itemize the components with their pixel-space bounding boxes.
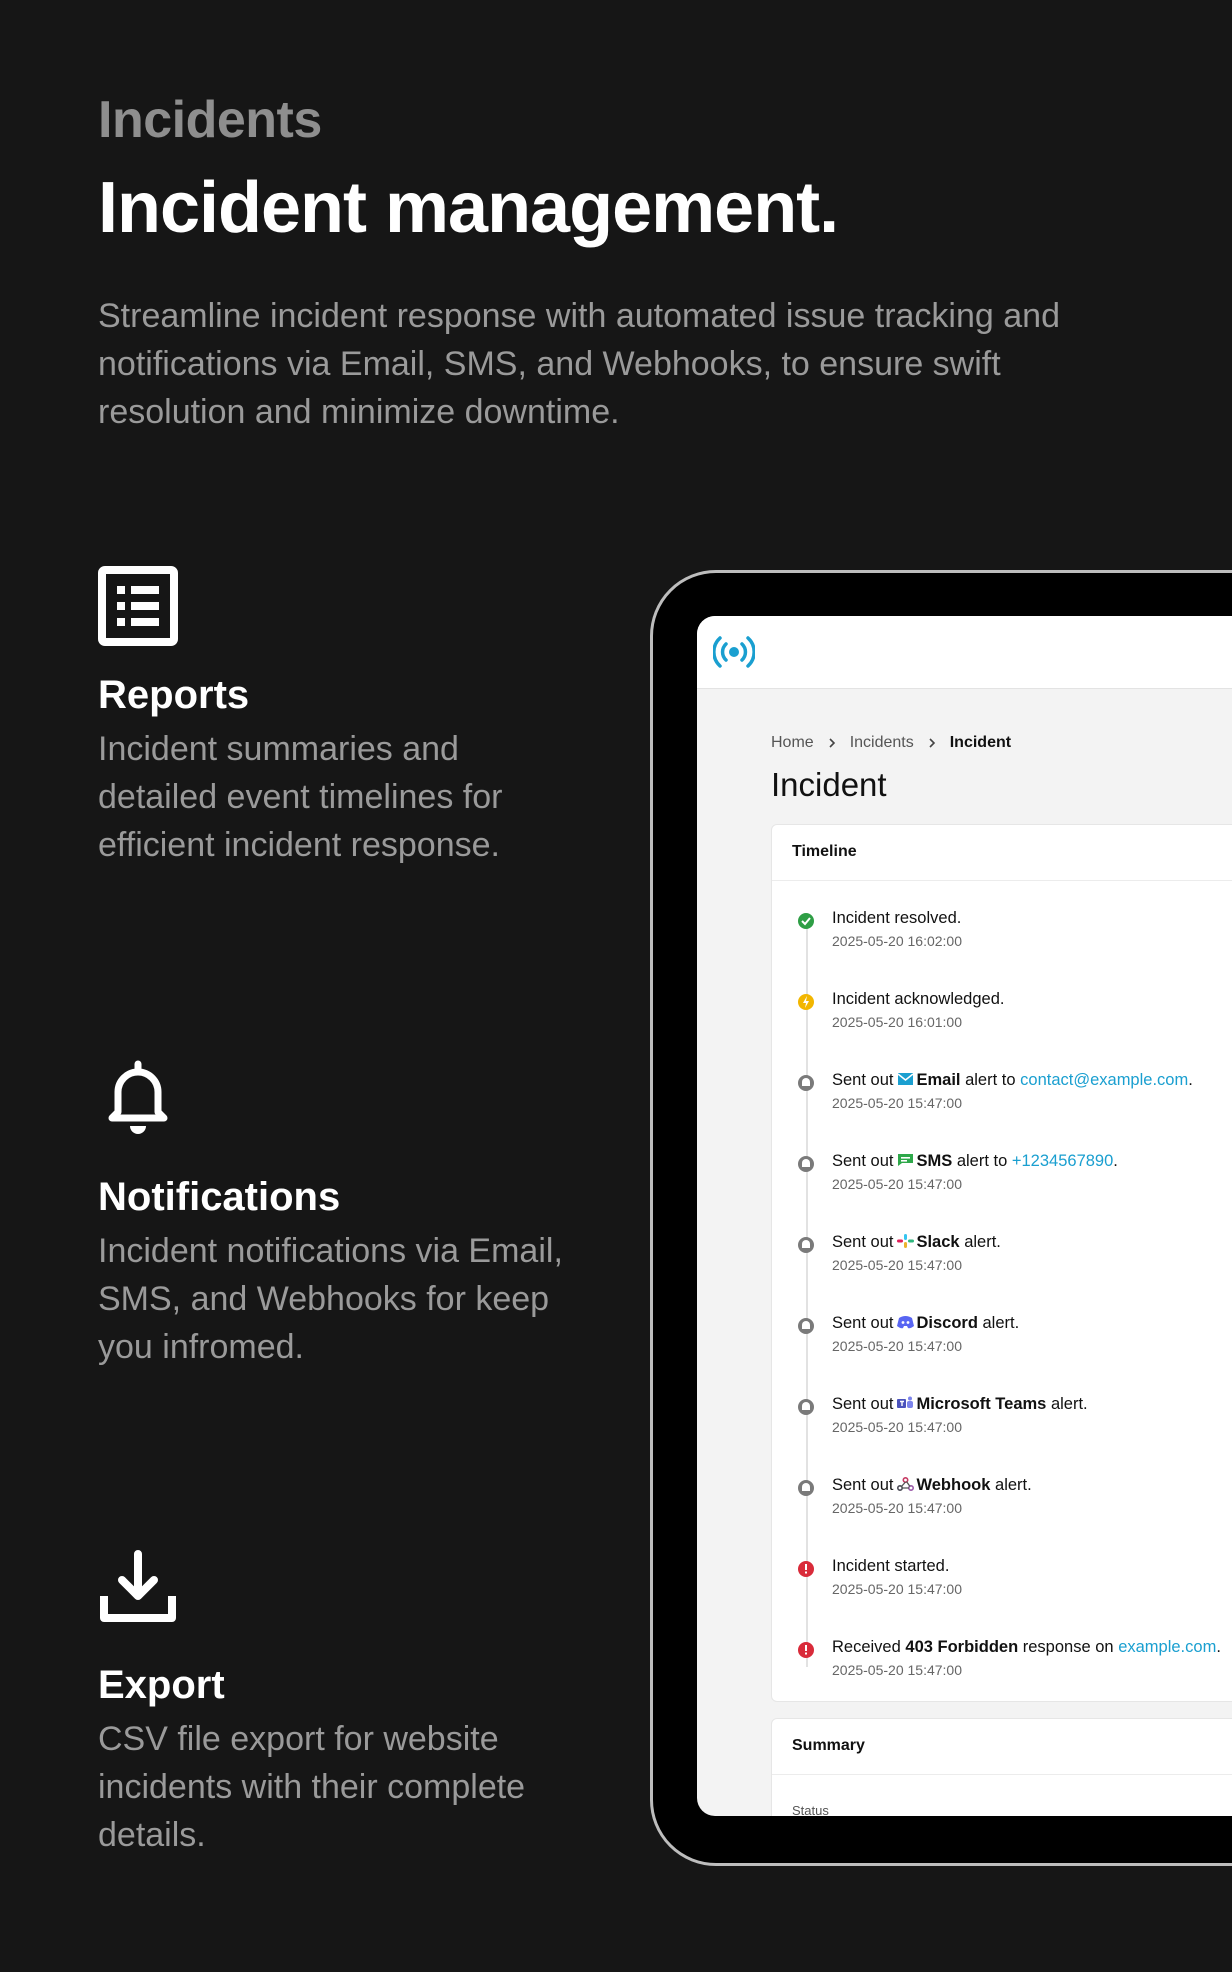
bell-circle-icon (796, 1235, 816, 1255)
discord-icon (897, 1315, 914, 1329)
timeline-card (771, 824, 1232, 1702)
event-time: 2025-05-20 15:47:00 (832, 1419, 962, 1435)
bell-circle-icon (796, 1154, 816, 1174)
email-link[interactable]: contact@example.com (1020, 1071, 1189, 1089)
event-text: Sent out Slack alert. (832, 1233, 1001, 1251)
event-time: 2025-05-20 15:47:00 (832, 1338, 962, 1354)
timeline-event (796, 1393, 1232, 1453)
chevron-right-icon (826, 737, 838, 749)
timeline-event (796, 1231, 1232, 1291)
feature-reports (98, 566, 578, 869)
event-text: Incident started. (832, 1557, 950, 1575)
feature-notifications (98, 1058, 578, 1371)
chevron-right-icon (926, 737, 938, 749)
phone-link[interactable]: +1234567890 (1011, 1152, 1114, 1170)
event-time: 2025-05-20 15:47:00 (832, 1500, 962, 1516)
download-icon (98, 1548, 178, 1628)
report-list-icon (98, 566, 178, 646)
page-title: Incident (771, 766, 887, 803)
timeline-event (796, 1636, 1232, 1696)
feature-export (98, 1548, 578, 1859)
bell-circle-icon (796, 1073, 816, 1093)
feature-text: Incident summaries and detailed event timelines for efficient incident response. (98, 730, 503, 864)
feature-title: Notifications (98, 1175, 341, 1219)
timeline-event (796, 1150, 1232, 1210)
breadcrumb-home[interactable]: Home (771, 734, 814, 751)
event-time: 2025-05-20 15:47:00 (832, 1095, 962, 1111)
email-icon (897, 1072, 914, 1086)
timeline-event (796, 1474, 1232, 1534)
breadcrumb-current: Incident (949, 734, 1012, 751)
webhook-icon (897, 1477, 914, 1491)
timeline-event (796, 1312, 1232, 1372)
teams-icon (897, 1396, 914, 1410)
timeline-title: Timeline (772, 825, 1232, 881)
summary-title: Summary (772, 1719, 1232, 1775)
event-time: 2025-05-20 16:01:00 (832, 1014, 962, 1030)
timeline-event (796, 988, 1232, 1048)
website-link[interactable]: example.com (1118, 1638, 1217, 1656)
hero-eyebrow: Incidents (98, 91, 322, 149)
app-header (697, 616, 1232, 689)
feature-title: Reports (98, 673, 250, 717)
timeline-event (796, 1555, 1232, 1615)
bell-circle-icon (796, 1478, 816, 1498)
breadcrumb-incidents[interactable]: Incidents (849, 734, 914, 751)
hero-title: Incident management. (98, 168, 839, 248)
broadcast-icon[interactable] (713, 632, 755, 672)
feature-text: Incident notifications via Email, SMS, and Webhooks for keep you infromed. (98, 1232, 563, 1366)
event-text: Incident resolved. (832, 909, 962, 927)
feature-text: CSV file export for website incidents with their complete details. (98, 1720, 526, 1854)
event-time: 2025-05-20 16:02:00 (832, 933, 962, 949)
summary-card (771, 1718, 1232, 1816)
event-text: Incident acknowledged. (832, 990, 1005, 1008)
timeline-event (796, 1069, 1232, 1129)
check-circle-icon (796, 911, 816, 931)
bell-icon (98, 1058, 178, 1138)
alert-circle-icon (796, 1640, 816, 1660)
event-text: Sent out SMS alert to +1234567890. (832, 1152, 1118, 1170)
timeline-event (796, 907, 1232, 967)
event-text: Sent out Discord alert. (832, 1314, 1020, 1332)
slack-icon (897, 1234, 914, 1248)
event-time: 2025-05-20 15:47:00 (832, 1257, 962, 1273)
feature-title: Export (98, 1663, 225, 1707)
event-time: 2025-05-20 15:47:00 (832, 1581, 962, 1597)
event-time: 2025-05-20 15:47:00 (832, 1176, 962, 1192)
alert-circle-icon (796, 1559, 816, 1579)
event-time: 2025-05-20 15:47:00 (832, 1662, 962, 1678)
event-text: Sent out Microsoft Teams alert. (832, 1395, 1088, 1413)
sms-icon (897, 1153, 914, 1167)
app-screen (697, 616, 1232, 1816)
bell-circle-icon (796, 1316, 816, 1336)
event-text: Sent out Webhook alert. (832, 1476, 1032, 1494)
event-text: Sent out Email alert to contact@example.com. (832, 1071, 1193, 1089)
breadcrumb (771, 734, 1011, 752)
event-text: Received 403 Forbidden response on example.com. (832, 1638, 1221, 1656)
hero-lead: Streamline incident response with automated issue tracking and notifications via Email, SMS, and Webhooks, to ensure swift resolution and minimize downtime. (98, 297, 1060, 431)
status-label: Status (792, 1803, 829, 1816)
bolt-circle-icon (796, 992, 816, 1012)
bell-circle-icon (796, 1397, 816, 1417)
